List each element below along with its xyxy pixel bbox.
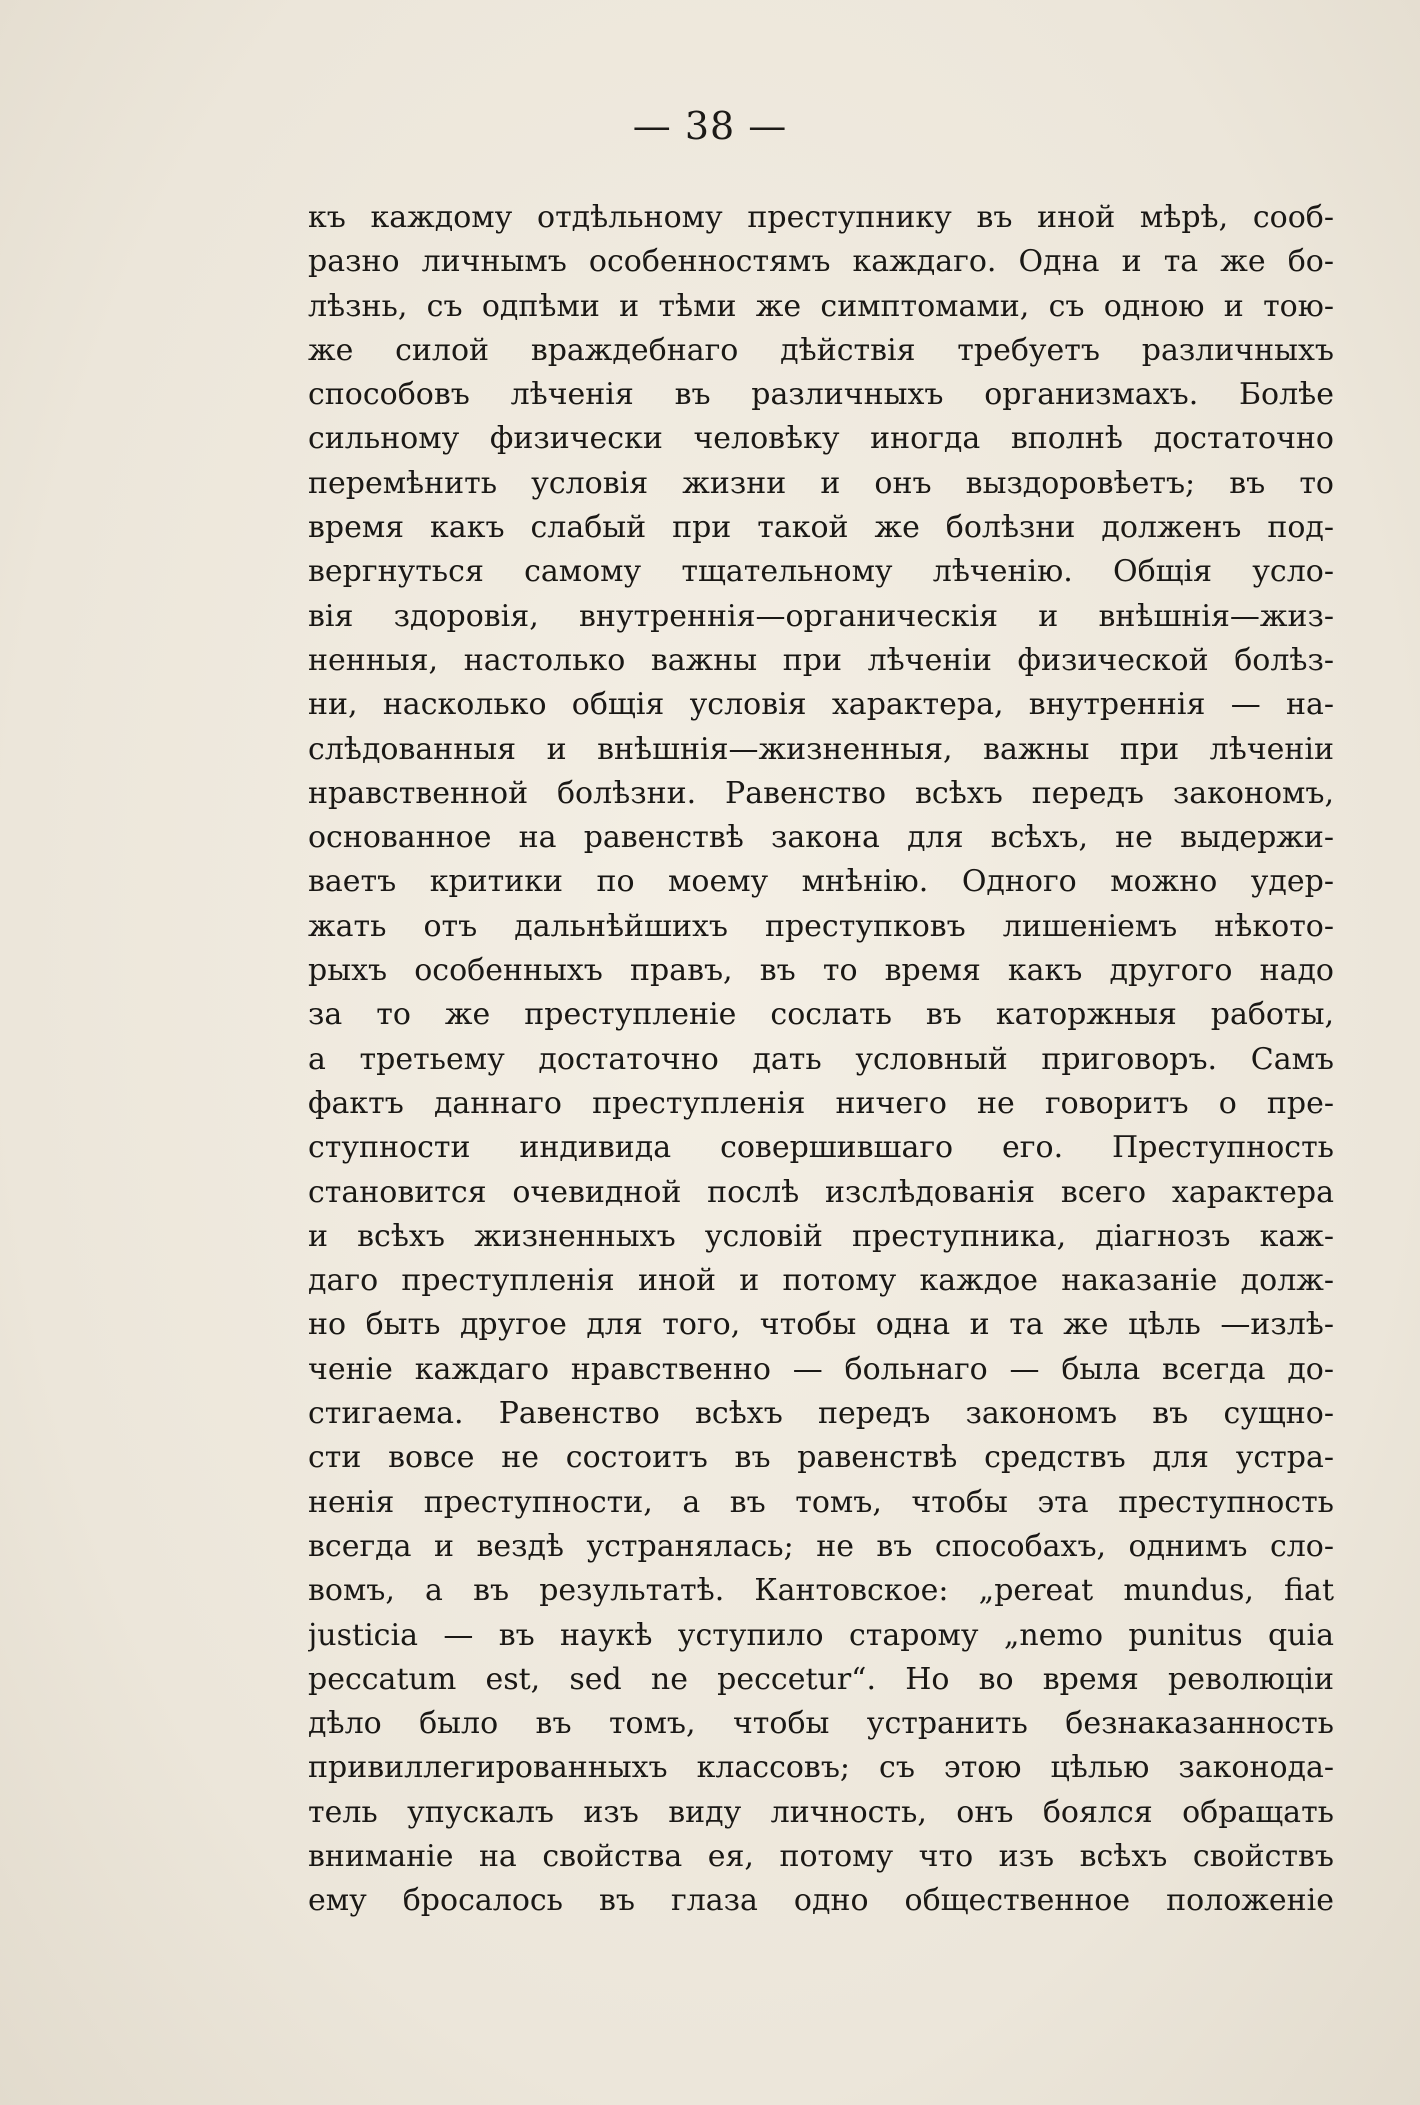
text-line: къ каждому отдѣльному преступнику въ иной мѣрѣ, сооб- bbox=[308, 200, 1334, 235]
text-line: дѣло было въ томъ, чтобы устранить безнаказанность bbox=[308, 1706, 1334, 1742]
text-line: justicia — въ наукѣ уступило старому „nemo punitus quia bbox=[308, 1617, 1334, 1653]
body-text bbox=[308, 196, 1334, 1924]
text-line: тель упускалъ изъ виду личность, онъ боялся обращать bbox=[308, 1794, 1334, 1830]
text-line: лѣзнь, съ одпѣми и тѣми же симптомами, съ одною и тою- bbox=[308, 288, 1334, 324]
text-line: разно личнымъ особенностямъ каждаго. Одна и та же бо- bbox=[308, 244, 1334, 280]
text-line: время какъ слабый при такой же болѣзни долженъ под- bbox=[308, 510, 1334, 546]
page-number: — 38 — bbox=[632, 104, 788, 148]
text-line: но быть другое для того, чтобы одна и та же цѣль —излѣ- bbox=[308, 1307, 1334, 1343]
text-line: стигаема. Равенство всѣхъ передъ закономъ въ сущно- bbox=[308, 1396, 1334, 1432]
text-line: жать отъ дальнѣйшихъ преступковъ лишеніемъ нѣкото- bbox=[308, 908, 1334, 944]
text-line: а третьему достаточно дать условный приговоръ. Самъ bbox=[308, 1041, 1334, 1077]
text-line: даго преступленія иной и потому каждое наказаніе долж- bbox=[308, 1263, 1334, 1299]
text-line: peccatum est, sed ne peccetur“. Но во время революціи bbox=[308, 1661, 1334, 1697]
text-line: ваетъ критики по моему мнѣнію. Одного можно удер- bbox=[308, 864, 1334, 900]
text-line: сти вовсе не состоитъ въ равенствѣ средствъ для устра- bbox=[308, 1440, 1334, 1476]
text-line: ненныя, настолько важны при лѣченіи физической болѣз- bbox=[308, 642, 1334, 678]
text-line: ченіе каждаго нравственно — больнаго — была всегда до- bbox=[308, 1351, 1334, 1387]
text-line: всегда и вездѣ устранялась; не въ способахъ, однимъ сло- bbox=[308, 1528, 1334, 1564]
text-line: перемѣнить условія жизни и онъ выздоровѣетъ; въ то bbox=[308, 465, 1334, 501]
text-line: рыхъ особенныхъ правъ, въ то время какъ другого надо bbox=[308, 953, 1334, 989]
text-line: вниманіе на свойства ея, потому что изъ всѣхъ свойствъ bbox=[308, 1838, 1334, 1874]
text-line: и всѣхъ жизненныхъ условій преступника, діагнозъ каж- bbox=[308, 1218, 1334, 1254]
text-line: ни, насколько общія условія характера, внутреннія — на- bbox=[308, 687, 1334, 723]
text-line: привиллегированныхъ классовъ; съ этою цѣлью законода- bbox=[308, 1750, 1334, 1786]
text-line: сильному физически человѣку иногда вполнѣ достаточно bbox=[308, 421, 1334, 457]
text-line: ему бросалось въ глаза одно общественное положеніе bbox=[308, 1883, 1334, 1919]
text-line: же силой враждебнаго дѣйствія требуетъ различныхъ bbox=[308, 332, 1334, 368]
text-line: вергнуться самому тщательному лѣченію. Общія усло- bbox=[308, 554, 1334, 590]
text-line: фактъ даннаго преступленія ничего не говоритъ о пре- bbox=[308, 1085, 1334, 1121]
text-line: слѣдованныя и внѣшнія—жизненныя, важны при лѣченіи bbox=[308, 731, 1334, 767]
text-line: основанное на равенствѣ закона для всѣхъ, не выдержи- bbox=[308, 820, 1334, 856]
text-line: ступности индивида совершившаго его. Преступность bbox=[308, 1130, 1334, 1166]
text-line: способовъ лѣченія въ различныхъ организмахъ. Болѣе bbox=[308, 377, 1334, 413]
text-line: становится очевидной послѣ изслѣдованія всего характера bbox=[308, 1174, 1334, 1210]
text-line: ненія преступности, а въ томъ, чтобы эта преступность bbox=[308, 1484, 1334, 1520]
text-line: вія здоровія, внутреннія—органическія и внѣшнія—жиз- bbox=[308, 598, 1334, 634]
text-line: за то же преступленіе сослать въ каторжныя работы, bbox=[308, 997, 1334, 1033]
text-line: вомъ, а въ результатѣ. Кантовское: „pereat mundus, fiat bbox=[308, 1573, 1334, 1609]
text-line: нравственной болѣзни. Равенство всѣхъ передъ закономъ, bbox=[308, 775, 1334, 811]
